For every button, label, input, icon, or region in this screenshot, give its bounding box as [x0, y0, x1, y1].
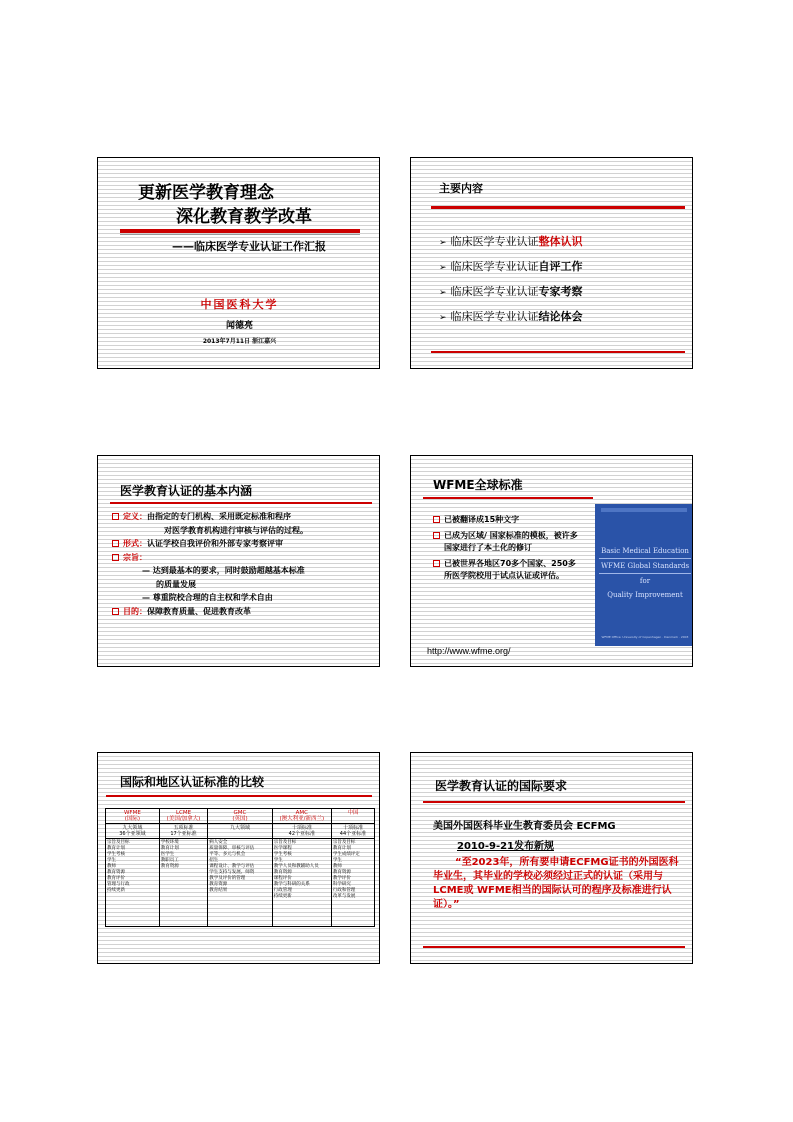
wfme-book-cover: Basic Medical Education WFME Global Standards for Quality Improvement WFME Office: University of Copenhagen · Denmark · 2003 [595, 504, 693, 646]
square-bullet-icon [433, 560, 440, 567]
definition-rule [110, 502, 372, 504]
slide-title [97, 157, 380, 369]
title-rule-shadow [120, 234, 360, 235]
ecfmg-quote: “至2023年，所有要申请ECFMG证书的外国医科毕业生，其毕业的学校必须经过正式的认证（采用与LCME或 WFME相当的国际认可的程序及标准进行认证）。” [433, 857, 679, 910]
list-item: 已被翻译成15种文字 [433, 514, 583, 526]
requirements-rule [423, 801, 685, 803]
contents-title: 主要内容 [439, 182, 483, 195]
slide-comparison [97, 752, 380, 964]
list-item: 已成为区域/ 国家标准的模板，被许多国家进行了本土化的修订 [433, 530, 583, 554]
wfme-url-link[interactable]: http://www.wfme.org/ [427, 646, 511, 656]
ecfmg-date: 2010-9-21发布新规 [457, 841, 555, 852]
wfme-bullets [433, 514, 583, 582]
arrow-bullet-icon: ➢ [439, 263, 447, 273]
comparison-title: 国际和地区认证标准的比较 [120, 775, 265, 789]
square-bullet-icon [433, 532, 440, 539]
comparison-rule [106, 795, 372, 797]
slide-definition [97, 455, 380, 667]
china-column: 宗旨及目标 教育计划 学生成绩评定 学生 教师 教育资源 教学评价 科学研究 行政和管理 改革与发展 [331, 839, 374, 927]
requirements-title: 医学教育认证的国际要求 [435, 779, 568, 793]
title-line-2: 深化教育教学改革 [176, 207, 312, 227]
subtitle: ——临床医学专业认证工作汇报 [172, 240, 326, 253]
contents-bottom-rule [431, 351, 685, 353]
square-bullet-icon [112, 608, 119, 615]
title-rule [120, 229, 360, 233]
list-item: 已被世界各地区70多个国家、250多所医学院校用于试点认证或评估。 [433, 558, 583, 582]
contents-rule [431, 206, 685, 209]
title-line-1: 更新医学教育理念 [138, 183, 274, 203]
slide-wfme [410, 455, 693, 667]
wfme-title: WFME全球标准 [433, 478, 523, 492]
university-name: 中国医科大学 [200, 298, 279, 311]
gmc-column: 病人安全 质量保障、审核与评估 平等、多元与机会 招生 课程设计、教学与评估 学生支持与发展、师资 教学及评价的管理 教育资源 教育结果 [208, 839, 273, 927]
wfme-column: 宗旨及目标 教育计划 学生考核 学生 教师 教育资源 教育评价 管理与行政 持续更新 [106, 839, 160, 927]
square-bullet-icon [112, 554, 119, 561]
list-item: ➢ 临床医学专业认证整体认识 [439, 235, 583, 248]
lcme-column: 学校环境 教育计划 医学生 教职员工 教育资源 [159, 839, 207, 927]
definition-title: 医学教育认证的基本内涵 [120, 484, 253, 498]
arrow-bullet-icon: ➢ [439, 288, 447, 298]
slide-requirements [410, 752, 693, 964]
comparison-table: WFME (国际) LCME (美国/加拿大) GMC (英国) AMC (澳大利亚/新西兰) 中国 九大领域 36个亚领域 五项标准 17个亚标准 九大领域 十项标准 42个亚标准 十项标准 44个亚标准 宗旨及目标 教育计划 学生考核 学生 教师 教育资源 教育评价 管理与行政 持续更新 学校环境 教育计划 医学生 教职员工 教育资源 病人安全 质量保障、审核与评估 平等、多元与机会 招生 课程设计、教学与评估 学生支持与发展、师资 教学及评价的管理 教育资源 教育结果 宗旨及目标 医学课程 学生考核 学生 教学人员和教辅助人员 教育资源 课程评价 教学与科研的关系 行政管理 持续更新 宗旨及目标 教育计划 学生成绩评定 学生 教师 教育资源 教学评价 科学研究 行政和管理 改革与发展 [105, 808, 375, 927]
square-bullet-icon [433, 516, 440, 523]
slide-contents [410, 157, 693, 369]
list-item: ➢ 临床医学专业认证结论体会 [439, 310, 583, 323]
square-bullet-icon [112, 540, 119, 547]
presenter-name: 闻德亮 [225, 321, 253, 331]
definition-body: 定义：由指定的专门机构、采用既定标准和程序 对医学教育机构进行审核与评估的过程。 形式：认证学校自我评价和外部专家考察评审 宗旨： — 达到最基本的要求，同时鼓励超越基本标准 的质量发展 — 尊重院校合理的自主权和学术自由 目的：保障教育质量、促进教育改革 [112, 510, 374, 618]
amc-column: 宗旨及目标 医学课程 学生考核 学生 教学人员和教辅助人员 教育资源 课程评价 教学与科研的关系 行政管理 持续更新 [272, 839, 331, 927]
list-item: ➢ 临床医学专业认证专家考察 [439, 285, 583, 298]
ecfmg-org: 美国外国医科毕业生教育委员会 ECFMG [433, 821, 616, 832]
requirements-bottom-rule [423, 946, 685, 948]
date-place: 2013年7月11日 浙江嘉兴 [202, 338, 277, 345]
square-bullet-icon [112, 513, 119, 520]
wfme-rule [423, 497, 593, 499]
arrow-bullet-icon: ➢ [439, 313, 447, 323]
arrow-bullet-icon: ➢ [439, 238, 447, 248]
contents-list [439, 230, 583, 330]
list-item: ➢ 临床医学专业认证自评工作 [439, 260, 583, 273]
